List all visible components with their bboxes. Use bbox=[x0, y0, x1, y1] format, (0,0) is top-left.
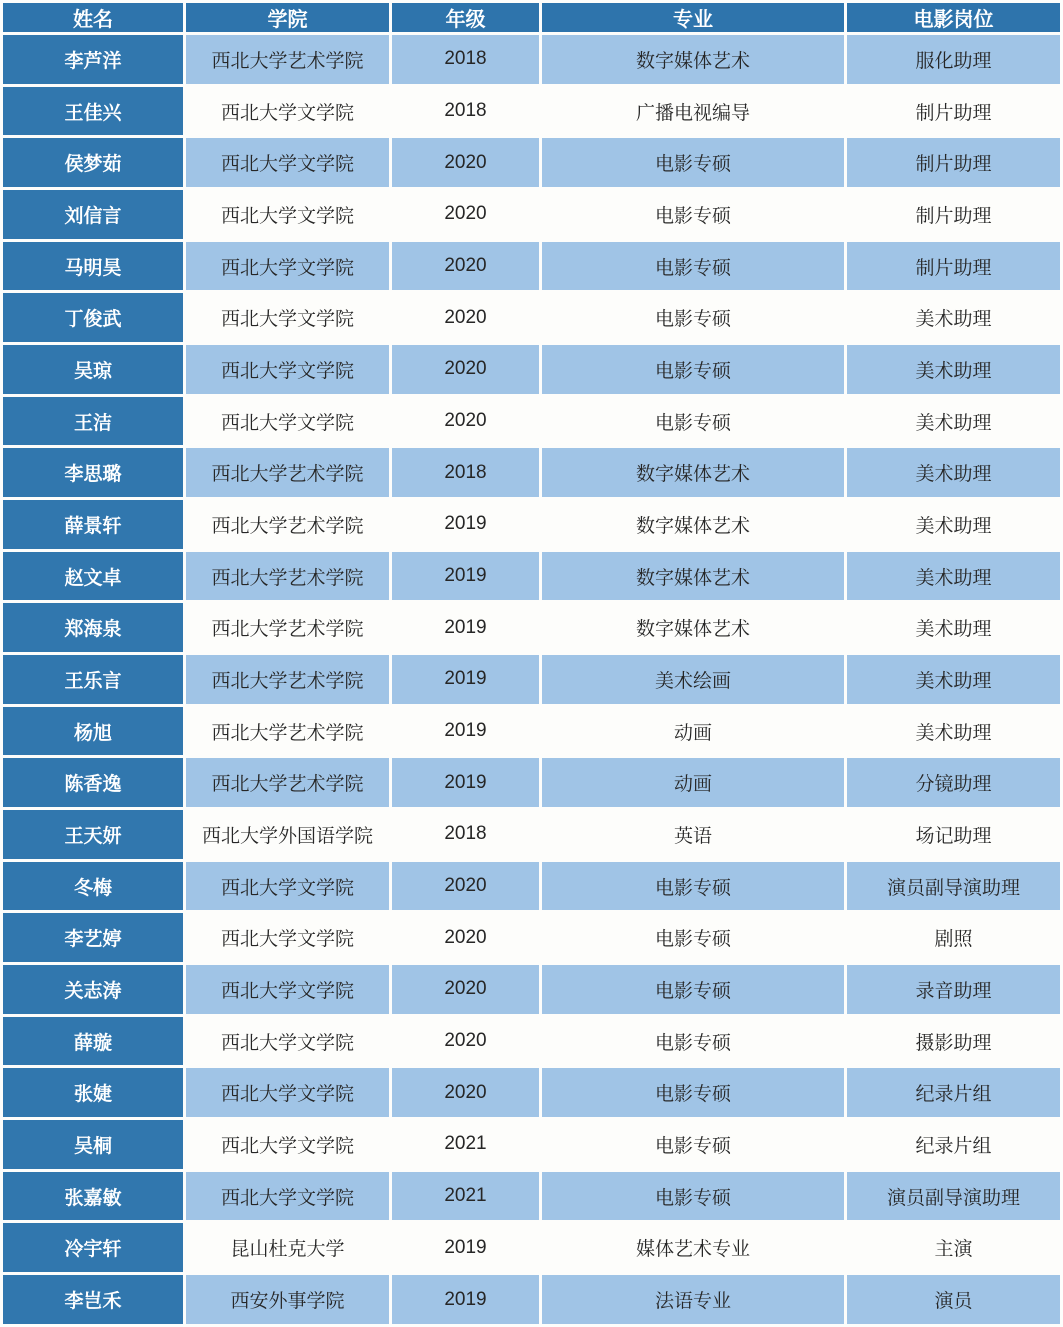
table-row bbox=[3, 1068, 1060, 1117]
table-cell: 演员 bbox=[847, 1275, 1060, 1324]
table-cell: 西北大学艺术学院 bbox=[186, 603, 389, 652]
table-row bbox=[3, 1172, 1060, 1221]
table-cell: 动画 bbox=[542, 758, 844, 807]
table-row bbox=[3, 1120, 1060, 1169]
table-row bbox=[3, 500, 1060, 549]
table-cell: 2021 bbox=[392, 1120, 539, 1169]
student-name-cell: 马明昊 bbox=[3, 242, 183, 291]
student-name-cell: 张婕 bbox=[3, 1068, 183, 1117]
table-cell: 西北大学文学院 bbox=[186, 190, 389, 239]
table-cell: 西北大学文学院 bbox=[186, 397, 389, 446]
table-row bbox=[3, 345, 1060, 394]
table-cell: 西北大学艺术学院 bbox=[186, 35, 389, 84]
table-body bbox=[3, 35, 1060, 1324]
table-row bbox=[3, 913, 1060, 962]
table-cell: 美术助理 bbox=[847, 655, 1060, 704]
table-row bbox=[3, 707, 1060, 756]
table-cell: 制片助理 bbox=[847, 242, 1060, 291]
table-cell: 媒体艺术专业 bbox=[542, 1223, 844, 1272]
table-cell: 电影专硕 bbox=[542, 913, 844, 962]
table-row bbox=[3, 1017, 1060, 1066]
table-cell: 西北大学文学院 bbox=[186, 1017, 389, 1066]
header-row bbox=[3, 3, 1060, 32]
student-name-cell: 刘信言 bbox=[3, 190, 183, 239]
table-cell: 主演 bbox=[847, 1223, 1060, 1272]
table-cell: 数字媒体艺术 bbox=[542, 35, 844, 84]
table-cell: 电影专硕 bbox=[542, 1120, 844, 1169]
table-cell: 昆山杜克大学 bbox=[186, 1223, 389, 1272]
table-cell: 剧照 bbox=[847, 913, 1060, 962]
table-cell: 2018 bbox=[392, 87, 539, 136]
table-cell: 电影专硕 bbox=[542, 242, 844, 291]
table-cell: 2019 bbox=[392, 552, 539, 601]
table-cell: 电影专硕 bbox=[542, 293, 844, 342]
table-row bbox=[3, 965, 1060, 1014]
table-cell: 2020 bbox=[392, 965, 539, 1014]
table-cell: 2020 bbox=[392, 1068, 539, 1117]
table-cell: 西北大学文学院 bbox=[186, 87, 389, 136]
student-name-cell: 冷宇轩 bbox=[3, 1223, 183, 1272]
table-cell: 西北大学文学院 bbox=[186, 242, 389, 291]
table-cell: 西北大学文学院 bbox=[186, 965, 389, 1014]
table-cell: 美术助理 bbox=[847, 707, 1060, 756]
table-cell: 西北大学艺术学院 bbox=[186, 655, 389, 704]
table-cell: 西北大学艺术学院 bbox=[186, 758, 389, 807]
table-row bbox=[3, 552, 1060, 601]
table-row bbox=[3, 397, 1060, 446]
column-header-college: 学院 bbox=[186, 3, 389, 32]
table-cell: 西北大学艺术学院 bbox=[186, 448, 389, 497]
table-cell: 制片助理 bbox=[847, 138, 1060, 187]
student-name-cell: 杨旭 bbox=[3, 707, 183, 756]
student-name-cell: 吴桐 bbox=[3, 1120, 183, 1169]
table-cell: 数字媒体艺术 bbox=[542, 500, 844, 549]
table-cell: 场记助理 bbox=[847, 810, 1060, 859]
table-cell: 数字媒体艺术 bbox=[542, 552, 844, 601]
table-cell: 西北大学文学院 bbox=[186, 862, 389, 911]
table-cell: 英语 bbox=[542, 810, 844, 859]
table-cell: 电影专硕 bbox=[542, 862, 844, 911]
table-cell: 法语专业 bbox=[542, 1275, 844, 1324]
table-cell: 2020 bbox=[392, 397, 539, 446]
table-row bbox=[3, 87, 1060, 136]
table-cell: 西北大学文学院 bbox=[186, 913, 389, 962]
table-cell: 2021 bbox=[392, 1172, 539, 1221]
table-row bbox=[3, 1275, 1060, 1324]
table-row bbox=[3, 448, 1060, 497]
table-row bbox=[3, 758, 1060, 807]
table-cell: 纪录片组 bbox=[847, 1120, 1060, 1169]
table-cell: 2019 bbox=[392, 603, 539, 652]
student-name-cell: 李艺婷 bbox=[3, 913, 183, 962]
table-cell: 2020 bbox=[392, 190, 539, 239]
table-cell: 西北大学文学院 bbox=[186, 293, 389, 342]
student-name-cell: 冬梅 bbox=[3, 862, 183, 911]
table-cell: 2020 bbox=[392, 242, 539, 291]
student-name-cell: 张嘉敏 bbox=[3, 1172, 183, 1221]
table-row bbox=[3, 655, 1060, 704]
table-cell: 2020 bbox=[392, 345, 539, 394]
table-cell: 西北大学艺术学院 bbox=[186, 552, 389, 601]
table-cell: 电影专硕 bbox=[542, 345, 844, 394]
table-cell: 2020 bbox=[392, 913, 539, 962]
table-cell: 2019 bbox=[392, 500, 539, 549]
table-cell: 西北大学文学院 bbox=[186, 138, 389, 187]
student-name-cell: 王佳兴 bbox=[3, 87, 183, 136]
table-cell: 纪录片组 bbox=[847, 1068, 1060, 1117]
table-cell: 美术助理 bbox=[847, 603, 1060, 652]
table-cell: 西北大学文学院 bbox=[186, 1068, 389, 1117]
table-cell: 美术绘画 bbox=[542, 655, 844, 704]
table-cell: 服化助理 bbox=[847, 35, 1060, 84]
table-cell: 电影专硕 bbox=[542, 1068, 844, 1117]
student-name-cell: 王洁 bbox=[3, 397, 183, 446]
table-cell: 分镜助理 bbox=[847, 758, 1060, 807]
table-cell: 美术助理 bbox=[847, 293, 1060, 342]
table-cell: 制片助理 bbox=[847, 87, 1060, 136]
table-cell: 2020 bbox=[392, 1017, 539, 1066]
table-cell: 制片助理 bbox=[847, 190, 1060, 239]
table-cell: 广播电视编导 bbox=[542, 87, 844, 136]
table-row bbox=[3, 242, 1060, 291]
table-cell: 西北大学艺术学院 bbox=[186, 707, 389, 756]
column-header-name: 姓名 bbox=[3, 3, 183, 32]
table-cell: 电影专硕 bbox=[542, 1172, 844, 1221]
student-name-cell: 陈香逸 bbox=[3, 758, 183, 807]
student-name-cell: 李岂禾 bbox=[3, 1275, 183, 1324]
student-name-cell: 王乐言 bbox=[3, 655, 183, 704]
student-name-cell: 郑海泉 bbox=[3, 603, 183, 652]
table-cell: 美术助理 bbox=[847, 500, 1060, 549]
table-cell: 2020 bbox=[392, 862, 539, 911]
table-row bbox=[3, 293, 1060, 342]
column-header-grade: 年级 bbox=[392, 3, 539, 32]
table-row bbox=[3, 1223, 1060, 1272]
table-cell: 2019 bbox=[392, 1275, 539, 1324]
table-cell: 2019 bbox=[392, 655, 539, 704]
student-name-cell: 赵文卓 bbox=[3, 552, 183, 601]
table-row bbox=[3, 35, 1060, 84]
table-cell: 2020 bbox=[392, 138, 539, 187]
table-cell: 电影专硕 bbox=[542, 138, 844, 187]
table-cell: 西北大学文学院 bbox=[186, 1172, 389, 1221]
table-cell: 西北大学外国语学院 bbox=[186, 810, 389, 859]
student-name-cell: 吴琼 bbox=[3, 345, 183, 394]
column-header-major: 专业 bbox=[542, 3, 844, 32]
table-row bbox=[3, 862, 1060, 911]
column-header-film-position: 电影岗位 bbox=[847, 3, 1060, 32]
table-cell: 数字媒体艺术 bbox=[542, 448, 844, 497]
table-cell: 演员副导演助理 bbox=[847, 862, 1060, 911]
table-cell: 2018 bbox=[392, 448, 539, 497]
student-name-cell: 王天妍 bbox=[3, 810, 183, 859]
table-cell: 电影专硕 bbox=[542, 397, 844, 446]
table-cell: 电影专硕 bbox=[542, 190, 844, 239]
table-cell: 2019 bbox=[392, 707, 539, 756]
student-name-cell: 薛璇 bbox=[3, 1017, 183, 1066]
table-cell: 电影专硕 bbox=[542, 1017, 844, 1066]
table-cell: 录音助理 bbox=[847, 965, 1060, 1014]
table-cell: 摄影助理 bbox=[847, 1017, 1060, 1066]
student-name-cell: 李芦洋 bbox=[3, 35, 183, 84]
table-row bbox=[3, 138, 1060, 187]
student-name-cell: 李思璐 bbox=[3, 448, 183, 497]
table-cell: 数字媒体艺术 bbox=[542, 603, 844, 652]
table-cell: 2019 bbox=[392, 758, 539, 807]
table-cell: 西北大学艺术学院 bbox=[186, 500, 389, 549]
table-cell: 美术助理 bbox=[847, 397, 1060, 446]
table-cell: 西安外事学院 bbox=[186, 1275, 389, 1324]
table-cell: 2018 bbox=[392, 810, 539, 859]
table-cell: 西北大学文学院 bbox=[186, 345, 389, 394]
student-name-cell: 关志涛 bbox=[3, 965, 183, 1014]
table-cell: 西北大学文学院 bbox=[186, 1120, 389, 1169]
table-cell: 2019 bbox=[392, 1223, 539, 1272]
table-row bbox=[3, 810, 1060, 859]
table-cell: 演员副导演助理 bbox=[847, 1172, 1060, 1221]
table-row bbox=[3, 190, 1060, 239]
table-cell: 美术助理 bbox=[847, 552, 1060, 601]
student-name-cell: 丁俊武 bbox=[3, 293, 183, 342]
table-cell: 2020 bbox=[392, 293, 539, 342]
table-cell: 美术助理 bbox=[847, 448, 1060, 497]
table-cell: 2018 bbox=[392, 35, 539, 84]
table-cell: 动画 bbox=[542, 707, 844, 756]
student-name-cell: 侯梦茹 bbox=[3, 138, 183, 187]
student-name-cell: 薛景轩 bbox=[3, 500, 183, 549]
table-row bbox=[3, 603, 1060, 652]
table-cell: 电影专硕 bbox=[542, 965, 844, 1014]
table-cell: 美术助理 bbox=[847, 345, 1060, 394]
